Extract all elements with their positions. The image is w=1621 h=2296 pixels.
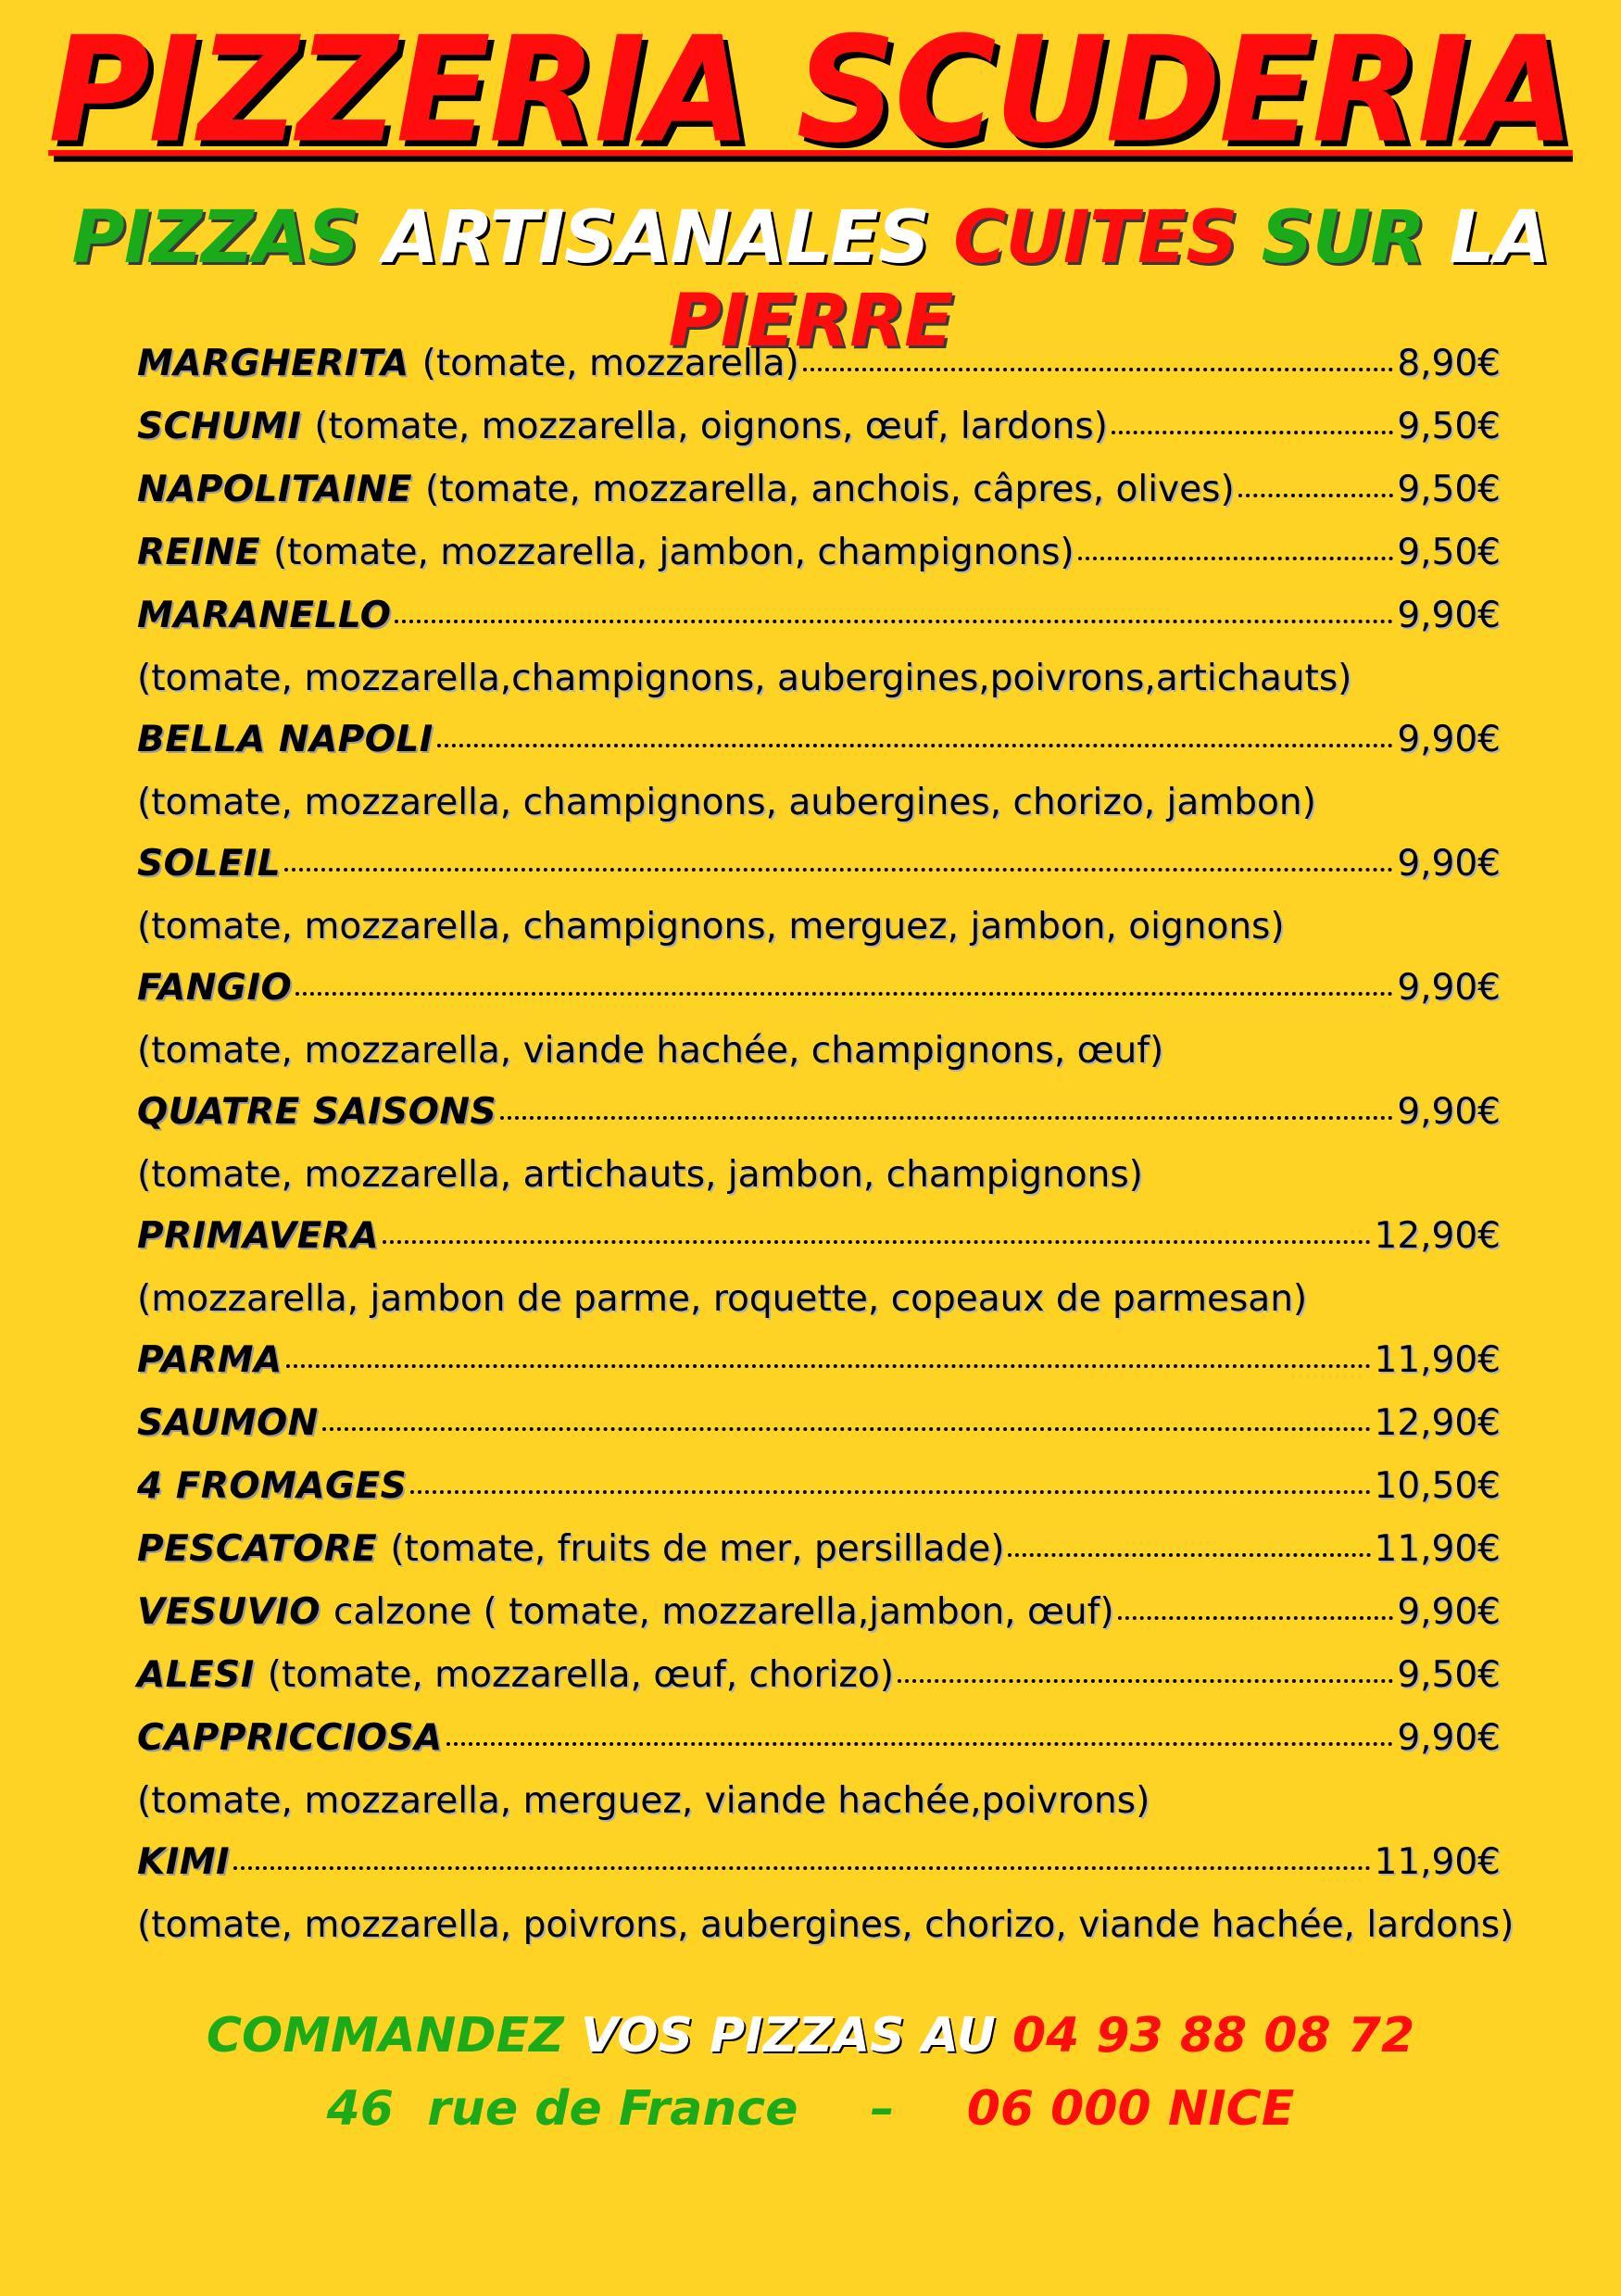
dot-leader [410,1490,1370,1494]
dot-leader [1118,1616,1394,1620]
menu-item [137,967,1501,1030]
subtitle-word: CUITES [953,196,1238,280]
dot-leader [322,1427,1371,1431]
pizza-price: 9,90€ [1397,843,1501,885]
pizza-ingredients: (tomate, mozzarella, anchois, câpres, olives) [424,469,1235,510]
menu-item [137,406,1501,469]
pizza-name: KIMI [137,1841,231,1883]
pizza-name: PARMA [137,1339,283,1381]
menu-item [137,843,1501,906]
pizza-name: 4 FROMAGES [137,1465,408,1507]
menu-item [137,343,1501,406]
dot-leader [437,744,1394,747]
pizza-ingredients: (mozzarella, jambon de parme, roquette, copeaux de parmesan) [137,1278,1308,1320]
pizza-price: 9,90€ [1397,719,1501,760]
pizza-name: NAPOLITAINE [137,469,412,510]
pizza-name: SAUMON [137,1402,319,1444]
pizza-ingredients: calzone ( tomate, mozzarella,jambon, œuf) [333,1591,1114,1633]
pizza-name: FANGIO [137,967,293,1009]
order-label: COMMANDEZ [206,2008,564,2064]
pizza-price: 9,90€ [1397,1717,1501,1759]
menu-item [137,595,1501,658]
pizza-menu [137,343,1514,1965]
pizza-ingredients: (tomate, mozzarella,champignons, aubergines,poivrons,artichauts) [137,658,1352,699]
pizza-price: 8,90€ [1397,343,1501,384]
pizza-ingredients: (tomate, mozzarella, œuf, chorizo) [267,1654,894,1696]
subtitle [0,196,1621,363]
pizza-ingredients: (tomate, mozzarella, jambon, champignons) [272,532,1074,573]
subtitle-word: LA [1449,196,1550,280]
order-line [0,2008,1621,2064]
menu-item [137,1465,1501,1528]
pizza-price: 12,90€ [1374,1402,1501,1444]
dot-leader [295,992,1393,996]
street-address: 46 rue de France [326,2081,798,2137]
pizza-name: CAPPRICCIOSA [137,1717,443,1759]
pizza-ingredients: (tomate, mozzarella) [421,343,799,384]
dot-leader [1238,494,1394,497]
pizza-ingredients: (tomate, mozzarella, artichauts, jambon, champignons) [137,1154,1143,1196]
pizza-ingredients: (tomate, mozzarella, merguez, viande hachée,poivrons) [137,1780,1150,1822]
dot-leader [803,368,1394,371]
pizza-price: 9,90€ [1397,1091,1501,1133]
pizza-name: SCHUMI [137,406,302,447]
pizza-price: 11,90€ [1374,1528,1501,1570]
pizza-price: 9,50€ [1397,532,1501,573]
dot-leader [1078,557,1394,560]
phone-number: 04 93 88 08 72 [1012,2008,1415,2064]
address-line [0,2081,1621,2137]
pizza-ingredients: (tomate, mozzarella, champignons, aubergines, chorizo, jambon) [137,782,1316,823]
menu-item [137,469,1501,532]
dot-leader [446,1742,1394,1746]
subtitle-word: ARTISANALES [383,196,930,280]
pizza-name: VESUVIO [137,1591,320,1633]
pizza-price: 11,90€ [1374,1841,1501,1883]
dot-leader [898,1679,1393,1683]
dot-leader [286,1364,1371,1368]
dot-leader [233,1866,1370,1870]
dot-leader [383,1240,1371,1244]
subtitle-word: PIERRE [668,280,953,363]
pizza-price: 9,50€ [1397,1654,1501,1696]
order-label-2: VOS PIZZAS AU [580,2008,996,2064]
pizza-ingredients: (tomate, mozzarella, poivrons, aubergines, chorizo, viande hachée, lardons) [137,1904,1514,1946]
pizza-price: 12,90€ [1374,1215,1501,1257]
pizza-price: 11,90€ [1374,1339,1501,1381]
pizza-price: 9,90€ [1397,1591,1501,1633]
pizza-price: 10,50€ [1374,1465,1501,1507]
pizza-name: QUATRE SAISONS [137,1091,497,1133]
subtitle-word: PIZZAS [71,196,359,280]
menu-item [137,1717,1501,1780]
pizza-name: ALESI [137,1654,255,1696]
city: 06 000 NICE [966,2081,1295,2137]
menu-item [137,1091,1501,1154]
pizza-ingredients: (tomate, mozzarella, viande hachée, champignons, œuf) [137,1030,1164,1072]
pizza-price: 9,50€ [1397,469,1501,510]
pizza-price: 9,50€ [1397,406,1501,447]
pizza-price: 9,90€ [1397,967,1501,1009]
pizza-name: MARGHERITA [137,343,409,384]
menu-item [137,1528,1501,1591]
pizza-name: REINE [137,532,260,573]
menu-item [137,1591,1501,1654]
menu-item [137,719,1501,782]
menu-item [137,1339,1501,1402]
menu-item [137,1215,1501,1278]
dot-leader [1112,431,1393,434]
pizza-name: MARANELLO [137,595,392,636]
pizza-name: PESCATORE [137,1528,378,1570]
pizza-ingredients: (tomate, mozzarella, oignons, œuf, lardons) [314,406,1108,447]
pizza-ingredients: (tomate, mozzarella, champignons, merguez, jambon, oignons) [137,906,1285,947]
menu-item [137,1654,1501,1717]
pizza-name: PRIMAVERA [137,1215,380,1257]
page-title: PIZZERIA SCUDERIA [48,6,1573,176]
dot-leader [500,1116,1393,1120]
address-separator: – [870,2081,895,2137]
pizza-ingredients: (tomate, fruits de mer, persillade) [390,1528,1005,1570]
dot-leader [1008,1553,1370,1557]
dot-leader [284,868,1393,872]
menu-item [137,1402,1501,1465]
dot-leader [395,620,1393,623]
subtitle-word: SUR [1261,196,1426,280]
menu-item [137,532,1501,595]
pizza-name: SOLEIL [137,843,282,885]
menu-item [137,1841,1501,1904]
pizza-name: BELLA NAPOLI [137,719,434,760]
pizza-price: 9,90€ [1397,595,1501,636]
